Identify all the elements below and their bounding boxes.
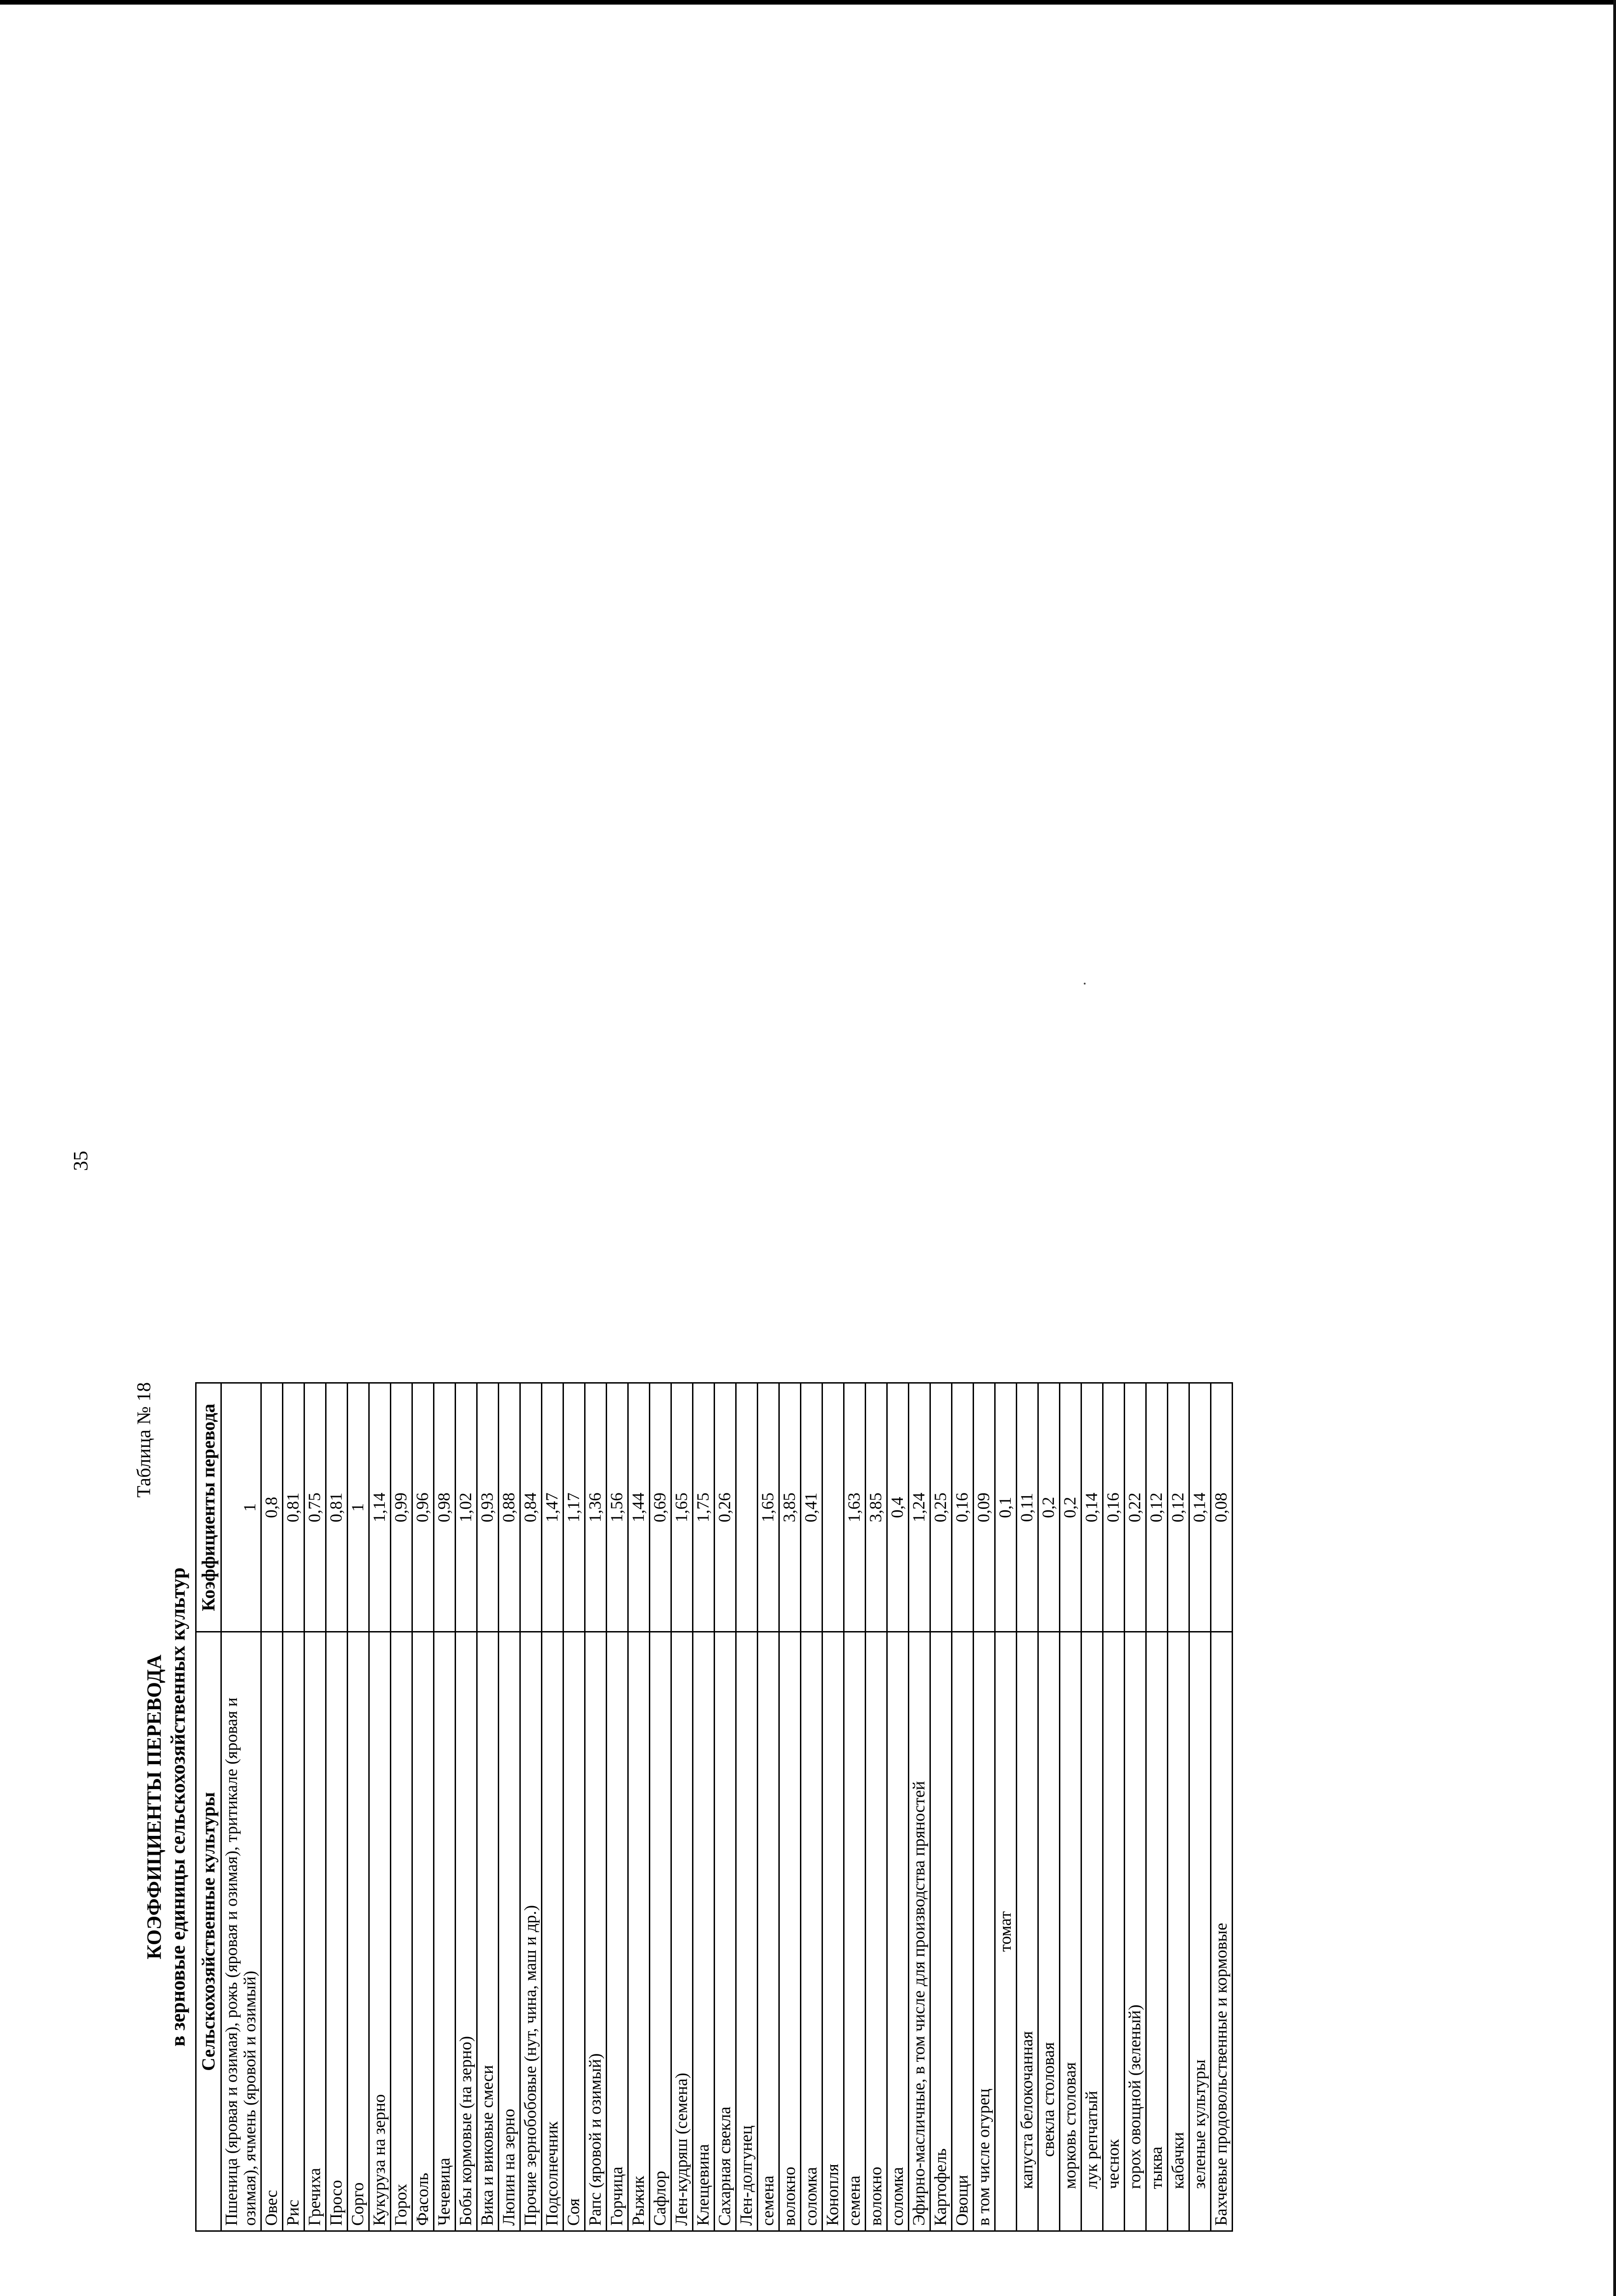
crop-name: томат [995,1632,1017,2231]
table-row [844,1383,866,2231]
coefficient-value: 0,14 [1189,1383,1211,1632]
table-row [499,1383,520,2231]
table-row [477,1383,499,2231]
crop-name: Подсолнечник [542,1632,563,2231]
table-row [736,1383,758,2231]
crop-name: Вика и виковые смеси [477,1632,499,2231]
crop-name: горох овощной (зеленый) [1125,1632,1146,2231]
coefficient-value: 3,85 [779,1383,801,1632]
crop-name: Гречиха [304,1632,326,2231]
table-row [930,1383,952,2231]
crop-name: волокно [866,1632,887,2231]
coefficient-value: 1,63 [844,1383,866,1632]
table-row [326,1383,348,2231]
coefficient-value: 1,17 [563,1383,585,1632]
crop-name: Фасоль [412,1632,434,2231]
crop-name: лук репчатый [1081,1632,1103,2231]
coefficient-value: 0,88 [499,1383,520,1632]
crop-name: капуста белокочанная [1017,1632,1038,2231]
table-row [758,1383,779,2231]
coefficient-value: 0,98 [434,1383,456,1632]
table-row [304,1383,326,2231]
crop-name: тыква [1146,1632,1168,2231]
table-row [456,1383,477,2231]
crop-name: Люпин на зерно [499,1632,520,2231]
table-row [607,1383,628,2231]
crop-name: семена [758,1632,779,2231]
table-row [1060,1383,1081,2231]
coefficient-value: 0,75 [304,1383,326,1632]
coefficient-value: 0,12 [1168,1383,1189,1632]
coefficient-value: 0,25 [930,1383,952,1632]
crop-name: соломка [801,1632,822,2231]
table-row [1168,1383,1189,2231]
crop-name: Сахарная свекла [715,1632,736,2231]
crop-name: в том числе огурец [974,1632,995,2231]
coefficient-value: 0,16 [952,1383,974,1632]
crop-name: свекла столовая [1038,1632,1060,2231]
table-row [1211,1383,1233,2231]
crop-name: Рис [283,1632,304,2231]
table-row [801,1383,822,2231]
table-row [1103,1383,1125,2231]
coefficient-value: 1,65 [671,1383,693,1632]
scan-edge-right [1613,0,1616,2296]
coefficient-value: 0,2 [1038,1383,1060,1632]
crop-name: Горох [391,1632,412,2231]
table-body [221,1383,1233,2231]
scan-edge [0,0,1616,5]
coefficient-value: 0,81 [283,1383,304,1632]
title-main: КОЭФФИЦИЕНТЫ ПЕРЕВОДА [143,1654,165,1959]
crop-name: Просо [326,1632,348,2231]
column-header-crop: Сельскохозяйственные культуры [196,1632,221,2231]
table-row [563,1383,585,2231]
coefficients-table [195,1382,1233,2232]
coefficient-value [822,1383,844,1632]
table-row [693,1383,715,2231]
coefficient-value: 0,11 [1017,1383,1038,1632]
crop-name: Клещевина [693,1632,715,2231]
table-row [221,1383,261,2231]
table-row [261,1383,283,2231]
table-row [369,1383,391,2231]
table-row [1081,1383,1103,2231]
coefficient-value: 0,1 [995,1383,1017,1632]
table-row [412,1383,434,2231]
crop-name: морковь столовая [1060,1632,1081,2231]
coefficient-value: 1,75 [693,1383,715,1632]
table-row [1189,1383,1211,2231]
table-row [520,1383,542,2231]
table-row [887,1383,909,2231]
crop-name: Сорго [348,1632,369,2231]
crop-name: Соя [563,1632,585,2231]
coefficient-value: 3,85 [866,1383,887,1632]
column-header-coefficient: Коэффициенты перевода [196,1383,221,1632]
title-subtitle: в зерновые единицы сельскохозяйственных культур [167,1567,189,2047]
coefficient-value: 0,26 [715,1383,736,1632]
coefficient-value: 0,99 [391,1383,412,1632]
coefficient-value: 1,24 [909,1383,930,1632]
crop-name: волокно [779,1632,801,2231]
table-row [1017,1383,1038,2231]
coefficient-value: 0,2 [1060,1383,1081,1632]
table-row [628,1383,650,2231]
table-row [715,1383,736,2231]
coefficient-value: 0,22 [1125,1383,1146,1632]
crop-name: Бахчевые продовольственные и кормовые [1211,1632,1233,2231]
coefficient-value: 0,16 [1103,1383,1125,1632]
table-row [1125,1383,1146,2231]
table-row [585,1383,607,2231]
table-row [650,1383,671,2231]
crop-name: Лен-кудряш (семена) [671,1632,693,2231]
table-row [952,1383,974,2231]
crop-name: Прочие зернобобовые (нут, чина, маш и др.) [520,1632,542,2231]
coefficient-value: 0,4 [887,1383,909,1632]
crop-name: Горчица [607,1632,628,2231]
crop-name: соломка [887,1632,909,2231]
coefficient-value [736,1383,758,1632]
table-row [434,1383,456,2231]
crop-name: Пшеница (яровая и озимая), рожь (яровая и озимая), тритикале (яровая и озимая), ячмень (яровой и озимый) [221,1632,261,2231]
crop-name: Сафлор [650,1632,671,2231]
page-number: 35 [69,1151,92,1171]
coefficient-value: 0,41 [801,1383,822,1632]
coefficient-value: 1 [348,1383,369,1632]
coefficient-value: 1,47 [542,1383,563,1632]
table-row [779,1383,801,2231]
coefficient-value: 0,8 [261,1383,283,1632]
table-header-row [196,1383,221,2231]
crop-name: Картофель [930,1632,952,2231]
coefficient-value: 0,08 [1211,1383,1233,1632]
coefficient-value: 0,84 [520,1383,542,1632]
coefficient-value: 0,14 [1081,1383,1103,1632]
coefficient-value: 1,65 [758,1383,779,1632]
scan-speck [1084,983,1086,985]
table-row [283,1383,304,2231]
coefficient-value: 0,69 [650,1383,671,1632]
coefficient-value: 1,56 [607,1383,628,1632]
table-row [995,1383,1017,2231]
coefficient-value: 1 [221,1383,261,1632]
coefficient-value: 0,09 [974,1383,995,1632]
crop-name: чеснок [1103,1632,1125,2231]
crop-name: Лен-долгунец [736,1632,758,2231]
table-row [1146,1383,1168,2231]
table-row [348,1383,369,2231]
crop-name: кабачки [1168,1632,1189,2231]
crop-name: Кукуруза на зерно [369,1632,391,2231]
coefficient-value: 0,12 [1146,1383,1168,1632]
table-label: Таблица № 18 [134,1382,155,1498]
coefficient-value: 1,02 [456,1383,477,1632]
rotated-document [133,1382,1511,2232]
crop-name: Овощи [952,1632,974,2231]
table-row [542,1383,563,2231]
document-title [142,1382,190,2232]
crop-name: зеленые культуры [1189,1632,1211,2231]
crop-name: Бобы кормовые (на зерно) [456,1632,477,2231]
table-row [974,1383,995,2231]
coefficient-value: 0,81 [326,1383,348,1632]
crop-name: Чечевица [434,1632,456,2231]
table-row [822,1383,844,2231]
coefficient-value: 1,36 [585,1383,607,1632]
table-row [1038,1383,1060,2231]
coefficient-value: 0,96 [412,1383,434,1632]
crop-name: Рыжик [628,1632,650,2231]
crop-name: семена [844,1632,866,2231]
table-row [391,1383,412,2231]
coefficient-value: 1,44 [628,1383,650,1632]
crop-name: Эфирно-масличные, в том числе для производства пряностей [909,1632,930,2231]
table-row [866,1383,887,2231]
crop-name: Овес [261,1632,283,2231]
coefficient-value: 1,14 [369,1383,391,1632]
crop-name: Рапс (яровой и озимый) [585,1632,607,2231]
coefficient-value: 0,93 [477,1383,499,1632]
table-row [671,1383,693,2231]
crop-name: Конопля [822,1632,844,2231]
table-row [909,1383,930,2231]
